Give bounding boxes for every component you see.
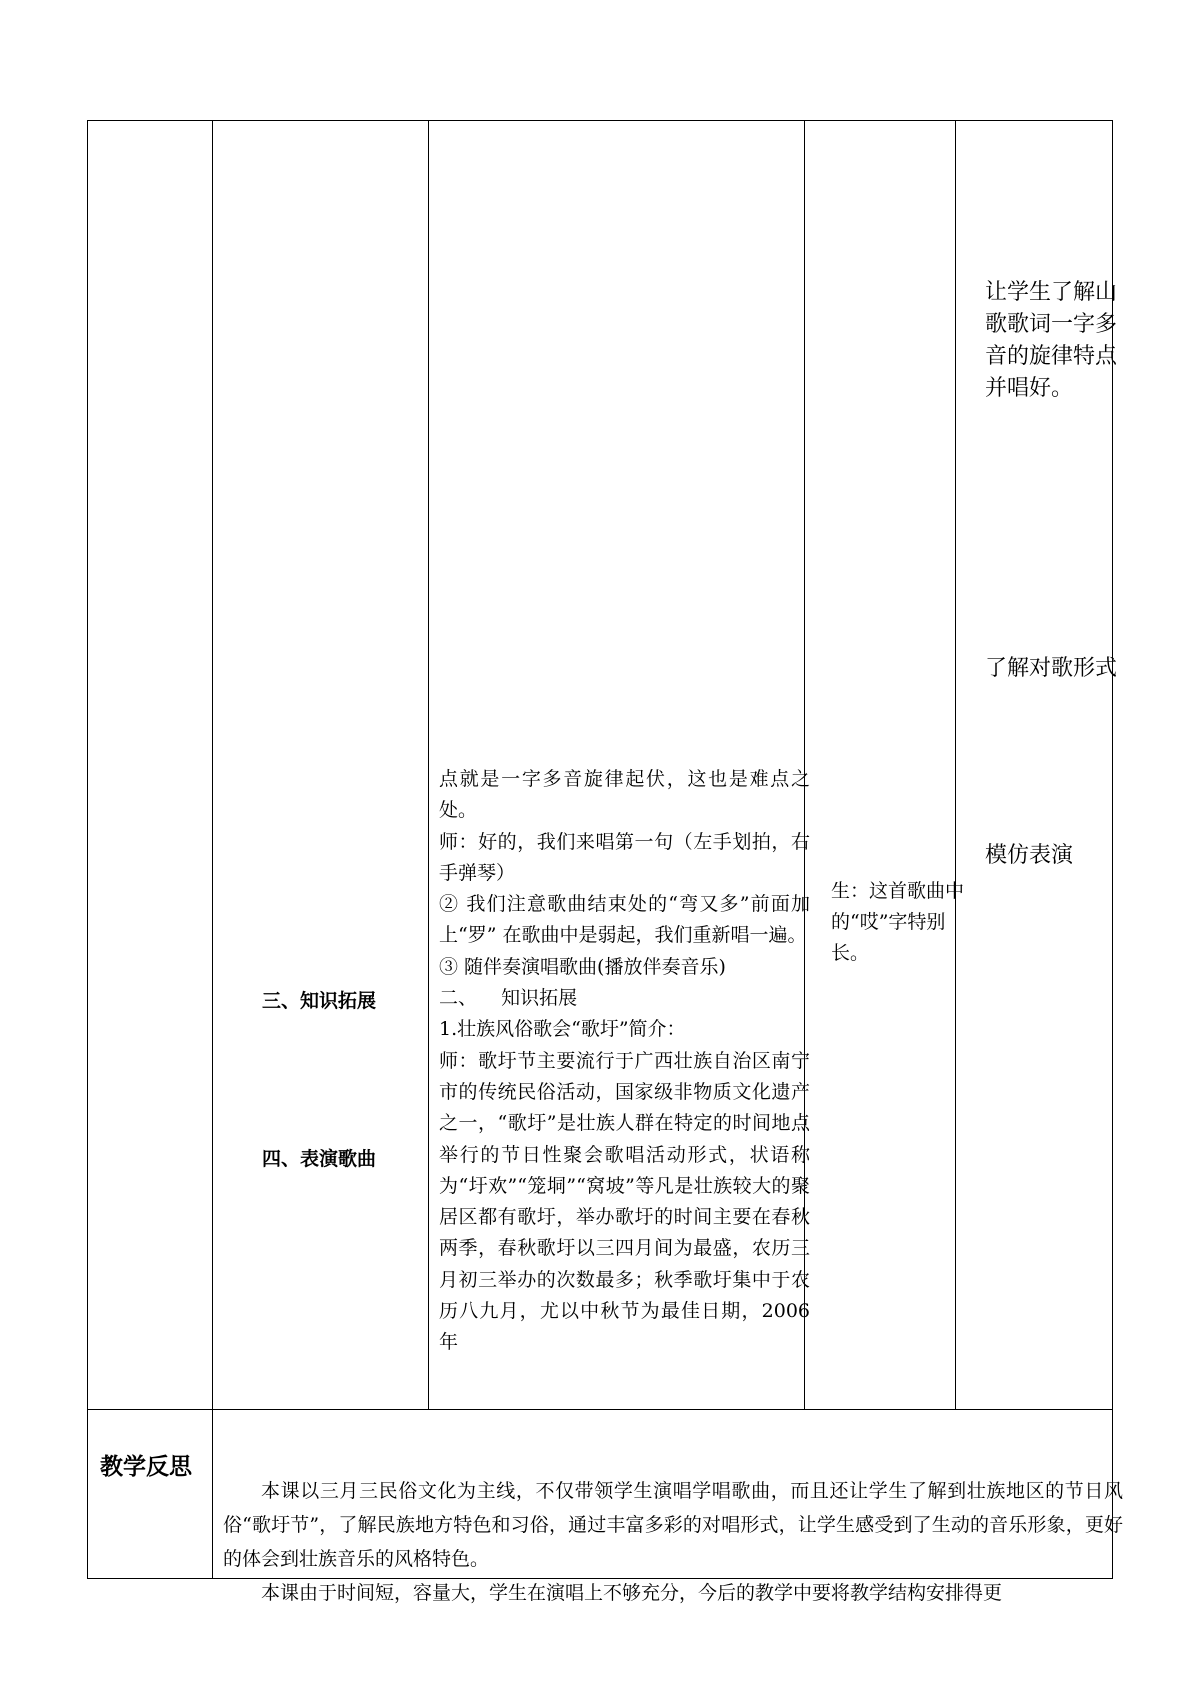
process-line: ③ 随伴奏演唱歌曲(播放伴奏音乐) (439, 955, 726, 978)
column-divider-4 (955, 120, 956, 1410)
reflection-paragraph: 本课以三月三民俗文化为主线，不仅带领学生演唱学唱歌曲，而且还让学生了解到壮族地区的节日风俗“歌圩节”，了解民族地方特色和习俗，通过丰富多彩的对唱形式，让学生感受到了生动的音乐形象，更好的体会到壮族音乐的风格特色。 (223, 1480, 1123, 1570)
student-activity-text: 生：这首歌曲中的“哎”字特别长。 (831, 880, 965, 964)
process-line: 师：好的，我们来唱第一句（左手划拍，右手弹琴） (439, 830, 810, 884)
teaching-process-cell (439, 764, 810, 1410)
step-perform-song: 四、表演歌曲 (262, 1148, 377, 1170)
process-line: 二、 知识拓展 (439, 987, 578, 1010)
reflection-paragraph: 本课由于时间短，容量大，学生在演唱上不够充分，今后的教学中要将教学结构安排得更 (261, 1582, 1003, 1604)
table-left-border (87, 120, 88, 1579)
process-line: 师：歌圩节主要流行于广西壮族自治区南宁市的传统民俗活动，国家级非物质文化遗产之一，“歌圩”是壮族人群在特定的时间地点举行的节日性聚会歌唱活动形式，状语称为“圩欢”“笼垌”“窝坡”等凡是壮族较大的聚居区都有歌圩，举办歌圩的时间主要在春秋两季，春秋歌圩以三四月间为最盛，农历三月初三举办的次数最多；秋季歌圩集中于农历八九月，尤以中秋节为最佳日期，2006年 (439, 1049, 810, 1354)
reflection-title: 教学反思 (100, 1454, 192, 1480)
step-knowledge-extension: 三、知识拓展 (262, 990, 377, 1012)
column-divider-1 (212, 120, 213, 1579)
design-intent-item: 了解对歌形式 (985, 656, 1118, 681)
process-line: 1.壮族风俗歌会“歌圩”简介： (439, 1018, 686, 1041)
reflection-text (223, 1474, 1123, 1610)
design-intent-item: 让学生了解山歌歌词一字多音的旋律特点并唱好。 (985, 280, 1118, 401)
process-line: ② 我们注意歌曲结束处的“弯又多”前面加上“罗” 在歌曲中是弱起，我们重新唱一遍。 (439, 893, 810, 947)
design-intent-item: 模仿表演 (985, 843, 1074, 868)
column-divider-2 (428, 120, 429, 1410)
table-top-border (87, 120, 1112, 121)
process-line: 点就是一字多音旋律起伏，这也是难点之处。 (439, 768, 810, 822)
